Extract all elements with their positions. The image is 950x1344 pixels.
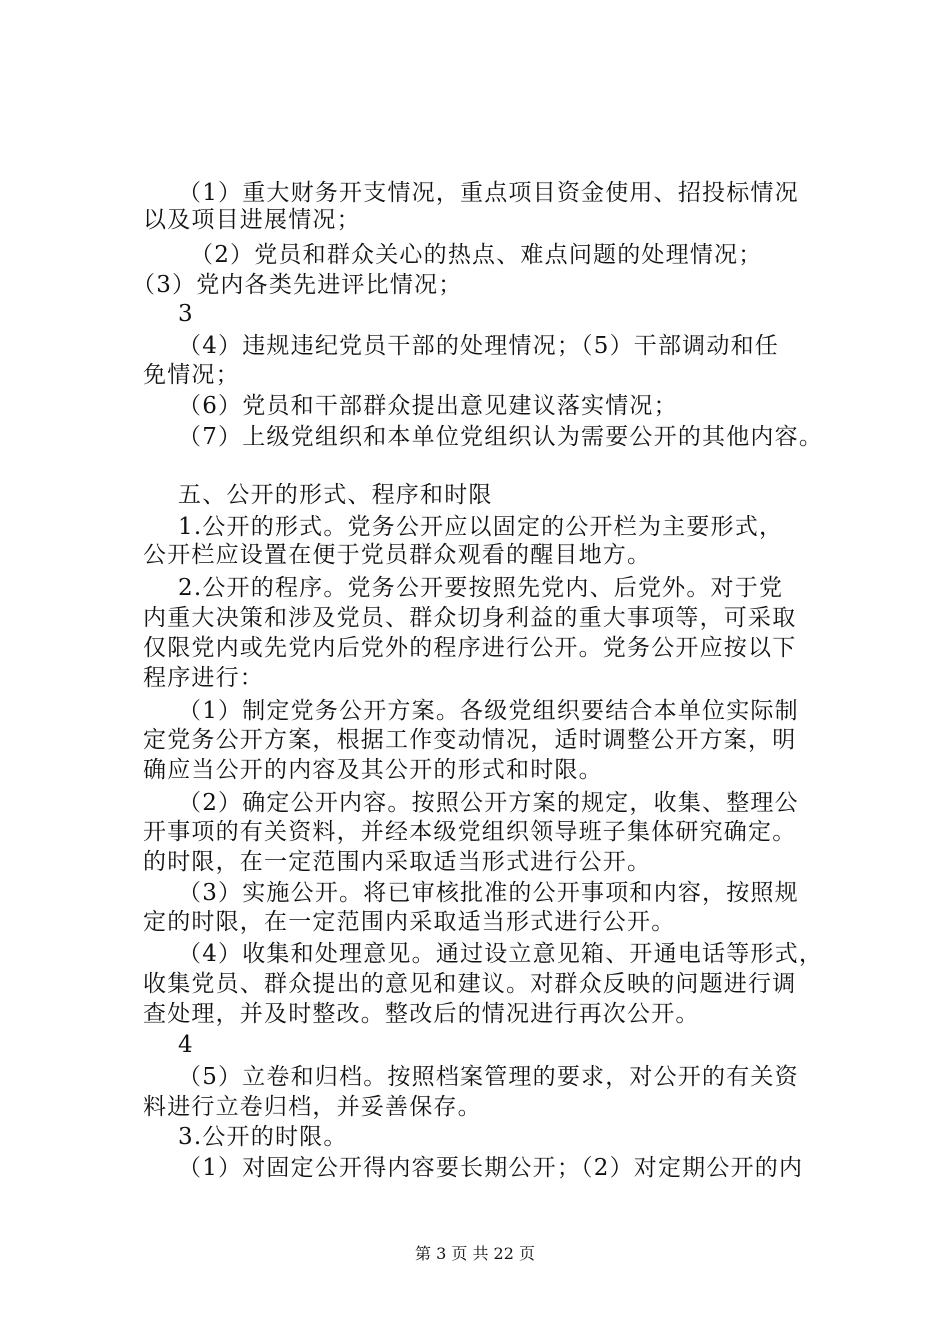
text-line-25: （4）收集和处理意见。通过设立意见箱、开通电话等形式， [178,941,824,967]
text-line-30: 料进行立卷归档，并妥善保存。 [143,1094,482,1120]
text-line-19: 确应当公开的内容及其公开的形式和时限。 [143,757,603,783]
text-line-23: （3）实施公开。将已审核批准的公开事项和内容，按照规 [178,880,799,906]
text-line-8: （6）党员和干部群众提出意见建议落实情况； [178,393,678,419]
text-line-27: 查处理，并及时整改。整改后的情况进行再次公开。 [143,1001,700,1027]
text-line-7: 免情况； [143,362,240,388]
text-line-11: 1.公开的形式。党务公开应以固定的公开栏为主要形式， [178,514,784,540]
text-line-21: 开事项的有关资料，并经本级党组织领导班子集体研究确定。 [143,819,797,845]
text-line-6: （4）违规违纪党员干部的处理情况；（5）干部调动和任 [178,333,779,359]
text-line-16: 程序进行： [143,665,264,691]
text-line-4: （3）党内各类先进评比情况； [132,272,463,298]
inline-page-number: 4 [178,1032,193,1058]
text-line-9: （7）上级党组织和本单位党组织认为需要公开的其他内容。 [178,424,824,450]
text-line-15: 仅限党内或先党内后党外的程序进行公开。党务公开应按以下 [143,635,797,661]
text-line-13: 2.公开的程序。党务公开要按照先党内、后党外。对于党 [178,575,784,601]
text-line-2: 以及项目进展情况； [143,207,361,233]
text-line-31: 3.公开的时限。 [178,1124,348,1150]
inline-page-number: 3 [178,301,193,327]
section-heading: 五、公开的形式、程序和时限 [178,482,493,508]
text-line-14: 内重大决策和涉及党员、群众切身利益的重大事项等，可采取 [143,605,797,631]
text-line-26: 收集党员、群众提出的意见和建议。对群众反映的问题进行调 [143,971,797,997]
text-line-29: （5）立卷和归档。按照档案管理的要求，对公开的有关资 [178,1064,799,1090]
text-line-24: 定的时限，在一定范围内采取适当形式进行公开。 [143,909,676,935]
text-line-12: 公开栏应设置在便于党员群众观看的醒目地方。 [143,542,652,568]
text-line-1: （1）重大财务开支情况，重点项目资金使用、招投标情况 [178,180,799,206]
text-line-17: （1）制定党务公开方案。各级党组织要结合本单位实际制 [178,698,799,724]
text-line-32: （1）对固定公开得内容要长期公开；（2）对定期公开的内 [178,1155,804,1181]
text-line-3: （2）党员和群众关心的热点、难点问题的处理情况； [190,242,763,268]
text-line-20: （2）确定公开内容。按照公开方案的规定，收集、整理公 [178,790,799,816]
text-line-22: 的时限，在一定范围内采取适当形式进行公开。 [143,849,652,875]
text-line-18: 定党务公开方案，根据工作变动情况，适时调整公开方案，明 [143,727,797,753]
page-footer: 第 3 页 共 22 页 [415,1244,535,1263]
